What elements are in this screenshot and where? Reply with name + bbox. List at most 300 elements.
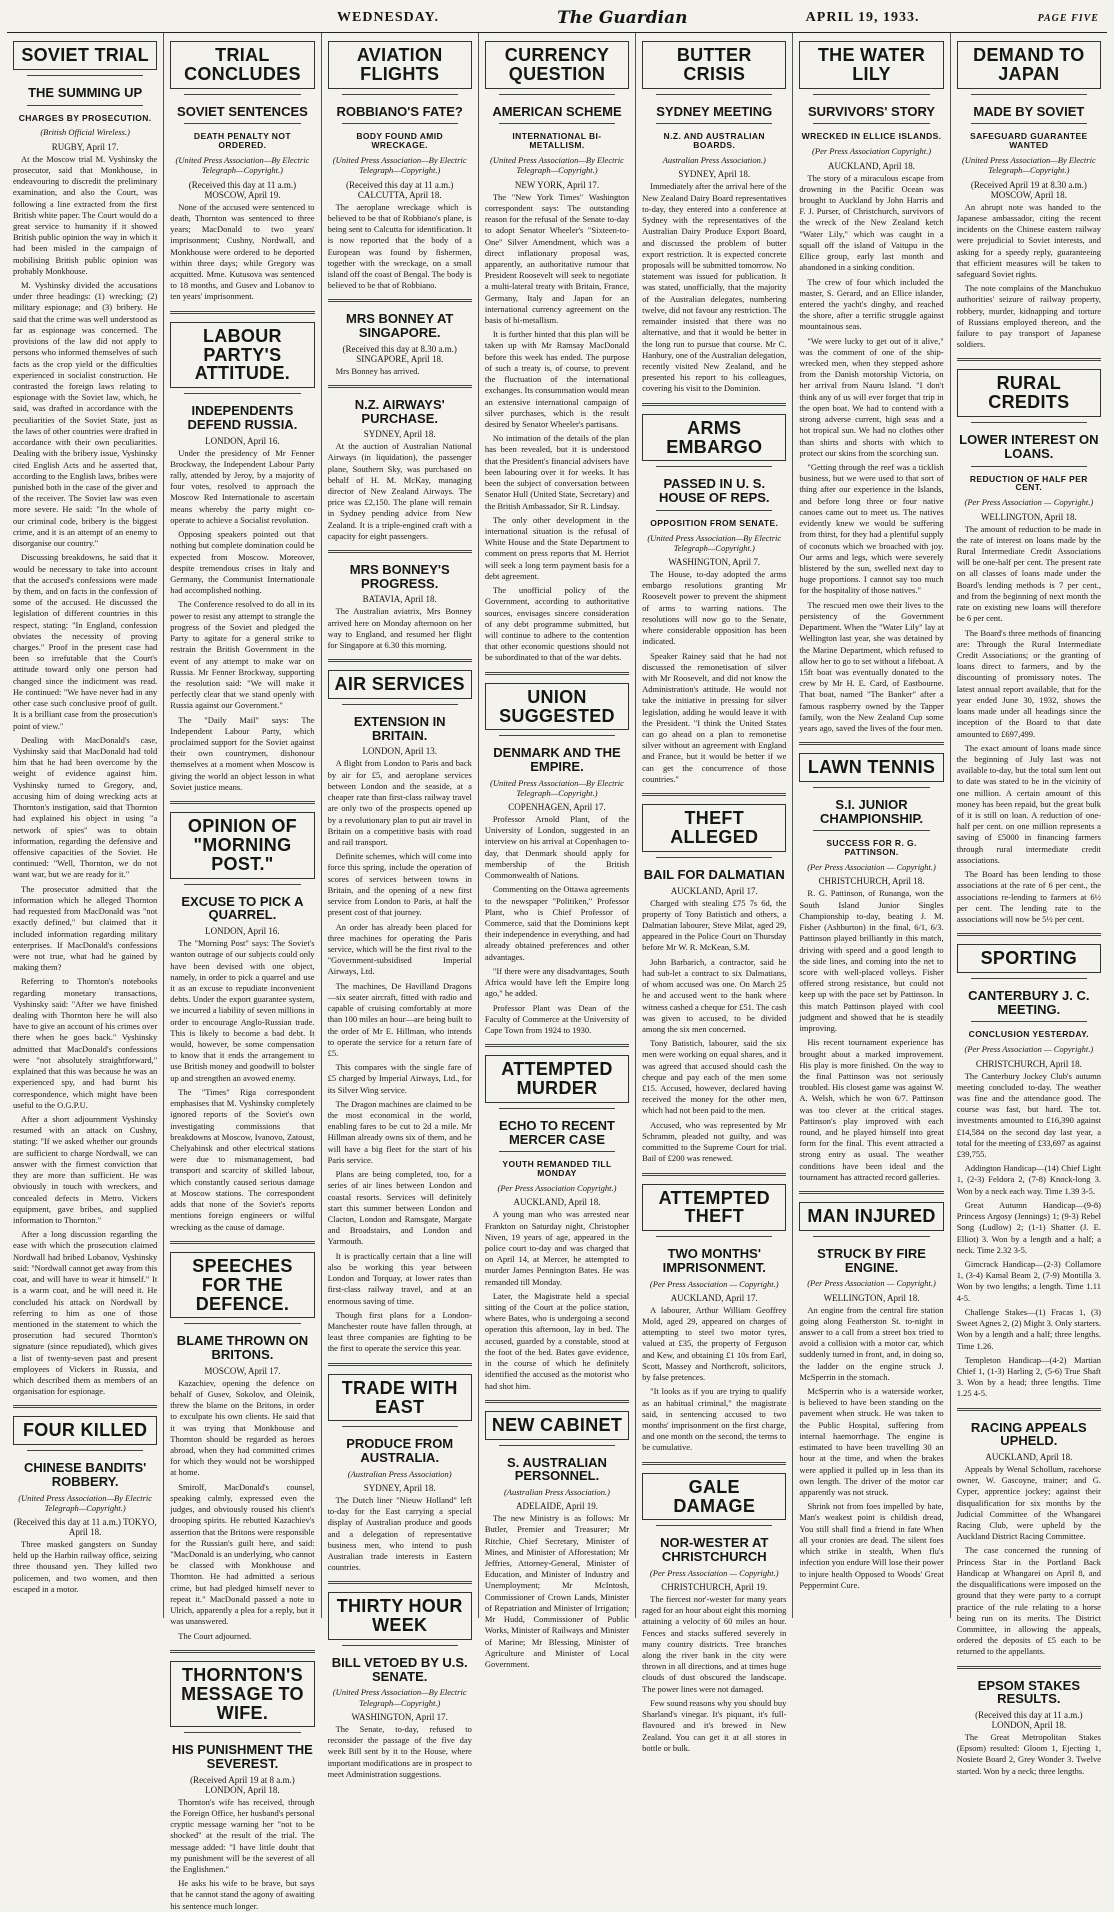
article-paragraph: The unofficial policy of the Government, according to authoritative sources, envisages sincere consideration of any debt programme submitted, but will continue to adhere to the contention that other economic questions should not be subordinated to that of the war debts. bbox=[484, 585, 630, 663]
subheadline: SOVIET SENTENCES bbox=[177, 103, 308, 119]
article-paragraph: "Getting through the reef was a ticklish business, but we were used to that sort of thing after our experience in the Islands, and before long three or four native canoes came out to meet us. The natives evidently knew we would be suffering from thirst, for they had a plentiful supply of coconuts which we broached with joy. Our arms and legs, which were severely blistered by the sun, swelled next day to huge proportions. I cannot say too much for the hospitality of those natives." bbox=[799, 462, 944, 596]
article-paragraph: "We were lucky to get out of it alive," was the comment of one of the ship-wrecked men, when they stepped ashore from the Danish motorship Victoria, on her arrival from Nauru Island. "I don't think any of us will ever forget that trip in the open boat. We had to contend with a strong adverse current, high seas and a hot tropical sun. We had no clothes other than shirts and shorts with which to protect our skins from the scorching sun. bbox=[799, 335, 944, 458]
subheadline: WRECKED IN ELLICE ISLANDS. bbox=[801, 131, 942, 142]
article bbox=[170, 41, 314, 303]
dateline: (Received this day at 11 a.m.) CALCUTTA, April 18. bbox=[346, 179, 454, 200]
article-paragraph: Great Autumn Handicap—(9-8) Princess Argosy (Jennings) 1; (9-3) Rebel Song (Ludlow) 2; (1-1) Shatter (J. E. Elliot) 3. Won by a length and a half; a neck. Time 2.32 3-5. bbox=[956, 1199, 1101, 1255]
headline: UNION SUGGESTED bbox=[485, 683, 629, 731]
article-paragraph: A labourer, Arthur William Geoffrey Mold, aged 29, appeared on charges of attempting to steel two motor tyres, valued at £35, the property of Ferguson and Kew, and obtaining £1 10s from Earl, Scott, Massey and Northcroft, solicitors, by false pretences. bbox=[642, 1304, 787, 1383]
head-rule bbox=[656, 466, 772, 467]
head-rule bbox=[971, 1021, 1087, 1022]
wire-credit: (Per Press Association Copyright.) bbox=[497, 1183, 617, 1194]
article-divider bbox=[13, 1405, 157, 1408]
dateline: CHRISTCHURCH, April 18. bbox=[975, 1058, 1082, 1069]
article bbox=[642, 1462, 786, 1754]
headline: AIR SERVICES bbox=[328, 670, 472, 699]
article-paragraph: Thornton's wife has received, through the Foreign Office, her husband's personal cryptic message warning her "not to be shocked" at the result of the trial. The message added: "I have little doubt that my punishment will be the severest of all the Englishmen." bbox=[170, 1796, 315, 1875]
subheadline: INTERNATIONAL BI-METALLISM. bbox=[512, 131, 602, 151]
article-paragraph: A flight from London to Paris and back by air for £5, and aeroplane services between London and the seaside, at a cheaper rate than first-class railway travel are only two of the prospects opened up by a revolutionary plan to put air travel in Britain on a competitive basis with road and rail transport. bbox=[327, 758, 472, 847]
subheadline: EXCUSE TO PICK A QUARREL. bbox=[181, 893, 304, 923]
wire-credit: (Per Press Association — Copyright.) bbox=[964, 1044, 1094, 1055]
article-divider bbox=[328, 659, 472, 662]
article-divider bbox=[642, 1173, 786, 1176]
wire-credit: (United Press Association—By Electric Telegraph—Copyright.) bbox=[490, 777, 624, 798]
article-paragraph: Shrink not from foes impelled by hate, Man's weakest point is childish dread, You still shall find a friend in fate When all your cronies are dead. The silent foes which strike in stealth, When flu's infection you endure Will lose their power to injure health Opposed to Woods' Great Peppermint Cure. bbox=[799, 1501, 944, 1590]
article bbox=[328, 299, 472, 377]
article-paragraph: Kazachiev, opening the defence on behalf of Gusev, Sokolov, and Oleinik, threw the blame on the Britons, in order to exculpate his own clients. He said that it was trying that Monkhouse and Thornton should be regarded as heroes abroad, when they had committed crimes for which they would not be worshipped at home. bbox=[170, 1377, 315, 1478]
article bbox=[642, 1173, 786, 1454]
article-divider bbox=[328, 385, 472, 388]
headline: ARMS EMBARGO bbox=[642, 414, 786, 462]
head-rule bbox=[656, 510, 772, 511]
dateline: RUGBY, April 17. bbox=[51, 141, 119, 152]
subheadline: SUCCESS FOR R. G. PATTINSON. bbox=[826, 838, 917, 858]
dateline: ADELAIDE, April 19. bbox=[515, 1501, 598, 1512]
dateline: SYDNEY, April 18. bbox=[363, 1482, 436, 1493]
head-rule bbox=[971, 123, 1087, 124]
headline: EPSOM STAKES RESULTS. bbox=[977, 1677, 1080, 1707]
article-paragraph: "If there were any disadvantages, South Africa would have left the Empire long ago," he added. bbox=[484, 965, 630, 999]
article bbox=[328, 1363, 472, 1574]
headline: MAN INJURED bbox=[799, 1202, 943, 1231]
dateline: (Received this day at 8.30 a.m.) SINGAPORE, April 18. bbox=[342, 343, 457, 364]
headline: THE WATER LILY bbox=[799, 41, 943, 89]
subheadline: TWO MONTHS' IMPRISONMENT. bbox=[662, 1246, 766, 1275]
dateline: CHRISTCHURCH, April 18. bbox=[818, 876, 925, 887]
wire-credit: (Per Press Association — Copyright.) bbox=[807, 862, 936, 873]
dateline: (Received this day at 11 a.m.) TOKYO, April 18. bbox=[13, 1517, 157, 1538]
article-paragraph: Commenting on the Ottawa agreements to the newspaper "Politiken," Professor Plant, who is Chief Professor of Commerce, said that the Dominions kept their independence in everything, and had already obtained preferences and other advantages. bbox=[484, 884, 630, 962]
subheadline: YOUTH REMANDED TILL MONDAY bbox=[502, 1159, 612, 1179]
headline: THIRTY HOUR WEEK bbox=[328, 1592, 472, 1640]
article-paragraph: Tony Batistich, labourer, said the six men were working on equal shares, and it was agreed that accused should cash the cheque and pay each of the men some £15. Accused, however, declared having received the money for the other men, which had not been paid to the men. bbox=[642, 1038, 787, 1116]
article-paragraph: None of the accused were sentenced to death, Thornton was sentenced to three years; MacDonald to two years' imprisonment; Cushny, Nordwall, and Monkhouse were ordered to be deported within three days; while Gregory was acquitted. Mme. Kutusova was sentenced to 18 months, and Gusev and Lobanov to ten years' imprisonment. bbox=[170, 201, 315, 302]
head-rule bbox=[184, 123, 300, 124]
article-paragraph: M. Vyshinsky divided the accusations under three headings: (1) wrecking; (2) military espionage; and (3) bribery. He said that the crime was well understood as far as espionage was concerned. The provisions of the law did not apply to persons who informed themselves of such facts as the crop yield or the difficulties experienced in socialist construction. He contrasted the foreign laws relating to espionage with the Soviet law, which, he said, was drafted in accordance with the peculiarities of the Soviet State, just as the laws of other countries were drafted in accordance with their own peculiarities. Dealing with the bribery issue, Vyshinsky cited English Acts and he asserted that, according to the English laws, bribes were punished both in the case of the giver and of the receiver. The Soviet law was even more severe. He said: "In the whole of our criminal code, bribery is the biggest crime, and it is an attempt of an enemy to disorganise our country." bbox=[13, 280, 158, 549]
article-paragraph: Under the presidency of Mr Fenner Brockway, the Independent Labour Party rally, attended by Jeroy, by a majority of four votes, resolved to approach the Moscow Red Internationale to ascertain means whereby the party might co-operate to achieve a Socialist revolution. bbox=[170, 447, 315, 525]
article bbox=[485, 672, 629, 1037]
article-paragraph: The rescued men owe their lives to the persistency of the Government Department. When the "Water Lily" lay at Wellington last year, she was detained by the Marine Department, which refused to allow her to go to set without a lifeboat. A 15ft boat was eventually donated to the crew by Mr H. E. Card, of Eastbourne. That boat, named "The Banker" after a famous raspberry owned by the Tapper family, won the New Zealand Cup some years ago, saved the lives of the four men. bbox=[799, 599, 944, 734]
article bbox=[485, 1400, 629, 1670]
head-rule bbox=[184, 1323, 300, 1324]
wire-credit: (Per Press Association — Copyright.) bbox=[649, 1278, 779, 1289]
subheadline: SAFEGUARD GUARANTEE WANTED bbox=[970, 131, 1088, 151]
article-divider bbox=[957, 358, 1101, 361]
article-divider bbox=[957, 933, 1101, 936]
article-paragraph: The amount of reduction to be made in the rate of interest on loans made by the Rural Intermediate Credit Associations will be one-half per cent. The present rate on all classes of loans made under the Board's lending methods is 7 per cent., and from the beginning of next month the rate on existing new loans will therefore be 6 per cent. bbox=[956, 523, 1101, 624]
subheadline: THE SUMMING UP bbox=[28, 84, 143, 100]
article-paragraph: The crew of four which included the master, S. Gerard, and an Ellice islander, entered the yacht's dinghy, and reached the shore, after a terrific struggle against mountainous seas. bbox=[799, 276, 944, 332]
article bbox=[170, 801, 314, 1233]
article-paragraph: Referring to Thornton's notebooks regarding monetary transactions, Vyshinsky said: "After we have finished dealing with Thornton here he will also have to give an account of his crimes over there when he goes back." Vyshinsky admitted that MacDonald's confessions were "not absolutely straightforward," explained that this was because he was an experienced spy, and had burnt his correspondence, which might have been useful to the O.G.P.U. bbox=[13, 976, 158, 1110]
article-paragraph: Definite schemes, which will come into force this spring, include the operation of scores of services between towns in Britain, and the opening of a new first service from London to Paris, at half the present cost of that journey. bbox=[327, 851, 472, 918]
article-paragraph: No intimation of the details of the plan has been revealed, but it is understood that the President's financial advisers have been labouring over it for weeks. It has been the subject of conversation between Senator Hull (United State, Secretary) and the British Ambassador, Sir R. Lindsay. bbox=[484, 433, 630, 511]
head-rule bbox=[656, 94, 772, 95]
headline: MRS BONNEY AT SINGAPORE. bbox=[346, 311, 454, 341]
subheadline: PRODUCE FROM AUSTRALIA. bbox=[346, 1436, 454, 1466]
article-paragraph: Though first plans for a London-Manchester route have fallen through, at least three companies are fighting to be the first to operate the service this year. bbox=[327, 1309, 472, 1354]
article bbox=[957, 358, 1101, 925]
head-rule bbox=[342, 704, 458, 705]
head-rule bbox=[499, 735, 615, 736]
article-paragraph: The exact amount of loans made since the beginning of July last was not available to-day, but the total sum lent out to date was stated to be in the vicinity of one million. A certain amount of this money has been repaid, but the great bulk of it is still on loan. A reduction of one-half per cent. on one million represents a saving of £5000 in financing farmers through rural intermediate credit associations. bbox=[956, 742, 1101, 865]
wire-credit: (Per Press Association — Copyright.) bbox=[807, 1278, 936, 1289]
article bbox=[485, 41, 629, 664]
article-paragraph: The machines, De Havilland Dragons—six seater aircraft, fitted with radio and capable of cruising comfortably at more than 100 miles an hour—are being built to the order of Mr E. Hillman, who intends to operate the service for a return fare of £5. bbox=[327, 980, 472, 1058]
article-paragraph: The Board's three methods of financing are: Through the Rural Intermediate Credit Associations; or the granting of loans direct to farmers, and by the discounting of promissory notes. The latest annual report available, that for the year ended June 30, 1932, shows the loans made under all headings since the inception of the Board to that date amounted to £697,499. bbox=[956, 627, 1101, 739]
masthead bbox=[7, 4, 1107, 33]
article-divider bbox=[642, 1462, 786, 1465]
subheadline: PASSED IN U. S. HOUSE OF REPS. bbox=[659, 476, 770, 506]
dateline: AUCKLAND, April 18. bbox=[828, 160, 916, 171]
wire-credit: (United Press Association—By Electric Telegraph—Copyright.) bbox=[332, 155, 467, 176]
head-rule bbox=[813, 94, 929, 95]
headline: GALE DAMAGE bbox=[642, 1473, 786, 1521]
article-paragraph: It is practically certain that a line will also be working this year between London and Torquay, at lower rates than first-class railway travel, and at an enormous saving of time. bbox=[327, 1250, 472, 1306]
article-paragraph: Charged with stealing £75 7s 6d, the property of Tony Batistich and others, a Dalmatian labourer, Steve Milat, aged 29, appeared in the Police Court on Thursday before Mr W. R. McKean, S.M. bbox=[642, 897, 787, 953]
news-column bbox=[636, 33, 793, 1753]
subheadline: SURVIVORS' STORY bbox=[807, 103, 936, 119]
masthead-date: APRIL 19, 1933. bbox=[805, 10, 920, 25]
subheadline: CHINESE BANDITS' ROBBERY. bbox=[24, 1460, 147, 1490]
headline: ATTEMPTED MURDER bbox=[485, 1055, 629, 1103]
headline: RACING APPEALS UPHELD. bbox=[970, 1419, 1087, 1449]
article-paragraph: The prosecutor admitted that the information which he alleged Thornton had requested from MacDonald was "not exactly defined," but claimed that it included information regarding military enterprises. If MacDonald's confessions were not true, what had he gained by making them? bbox=[13, 883, 158, 973]
article bbox=[957, 1666, 1101, 1777]
dateline: AUCKLAND, April 18. bbox=[985, 1451, 1073, 1462]
article-paragraph: The aeroplane wreckage which is believed to be that of Robbiano's plane, is being sent to Calcutta for identification. It is now reported that the body of a European was found by fishermen, together with the wreckage, on a small island off the coast of Bengal. The body is believed to be that of Robbiano. bbox=[327, 201, 472, 291]
subheadline: REDUCTION OF HALF PER CENT. bbox=[969, 473, 1088, 493]
newspaper-page bbox=[7, 4, 1107, 1911]
dateline: NEW YORK, April 17. bbox=[514, 179, 600, 190]
head-rule bbox=[499, 123, 615, 124]
article bbox=[328, 41, 472, 291]
article-paragraph: Speaker Rainey said that he had not discussed the remonetisation of silver with Mr Roosevelt, and did not know the Administration's attitude. He would not take the initiative in pressing for silver legislation, adding he would leave it with the President. "I think the United States can go ahead on a plan to remonetise silver without an agreement with England and France, but it would be better if we can get the concurrence of those countries." bbox=[642, 650, 787, 784]
headline: AVIATION FLIGHTS bbox=[328, 41, 472, 89]
subheadline: S. AUSTRALIAN PERSONNEL. bbox=[507, 1454, 607, 1484]
headline: ATTEMPTED THEFT bbox=[642, 1184, 786, 1232]
article-divider bbox=[328, 299, 472, 302]
head-rule bbox=[342, 1645, 458, 1646]
head-rule bbox=[656, 1525, 772, 1526]
headline: LAWN TENNIS bbox=[799, 753, 943, 782]
head-rule bbox=[184, 1732, 300, 1733]
article-paragraph: Three masked gangsters on Sunday held up the Harbin railway office, seizing three thousand yen. They killed two policemen, and two women, and then escaped in a motor. bbox=[13, 1539, 158, 1594]
head-rule bbox=[342, 94, 458, 95]
subheadline: S.I. JUNIOR CHAMPIONSHIP. bbox=[820, 797, 924, 826]
dateline: AUCKLAND, April 17. bbox=[670, 1292, 758, 1303]
article bbox=[328, 1581, 472, 1780]
dateline: WASHINGTON, April 7. bbox=[668, 556, 761, 567]
subheadline: BILL VETOED BY U.S. SENATE. bbox=[331, 1655, 468, 1684]
article-divider bbox=[170, 311, 314, 314]
headline: SPORTING bbox=[957, 944, 1101, 973]
headline: THORNTON'S MESSAGE TO WIFE. bbox=[170, 1661, 314, 1728]
subheadline: DEATH PENALTY NOT ORDERED. bbox=[193, 131, 291, 151]
article-paragraph: An order has already been placed for three machines for operating the Paris service, which will be the first rival to the "Government-subsidised Imperial Airways, Ltd. bbox=[327, 921, 472, 977]
article-paragraph: The Dragon machines are claimed to be the most economical in the world, enabling fares to be cut to 2d a mile. Mr Hillman already owns six of them, and he will have a big fleet for the start of his Paris service. bbox=[327, 1098, 472, 1165]
article bbox=[170, 1241, 314, 1642]
head-rule bbox=[971, 466, 1087, 467]
subheadline: HIS PUNISHMENT THE SEVEREST. bbox=[172, 1742, 313, 1772]
article-divider bbox=[485, 672, 629, 675]
article-paragraph: At the auction of Australian National Airways (in liquidation), the passenger plane, Southern Sky, was purchased on behalf of H. M. McKay, managing director of New Zealand Airways. The price was £2,150. The plane will remain in Sydney pending advice from New Zealand. It is a triple-engined craft with a capacity for eight passengers. bbox=[327, 441, 472, 541]
article-paragraph: Later, the Magistrate held a special sitting of the Court at the police station, where Bates, who is undergoing a second operation this afternoon, lay in bed. The accused, guarded by a constable, stood at the foot of the bed. Bates gave evidence, in the course of which he definitely identified the accused as the motorist who had shot him. bbox=[484, 1290, 630, 1391]
article bbox=[642, 41, 786, 395]
article-paragraph: Smirolf, MacDonald's counsel, speaking calmly, expressed even the judges, and obviously roused his client's drooping spirits. He rebutted Kazachiev's assertion that the Britons were responsible for the Russian's guilt here, and said: "MacDonald is an underlying, who cannot be classed with Monkhouse and Thornton. He had admitted a serious crime, but had pledged himself never to repeat it." MacDonald passed a note to Ulrich, apparently a plea for a reply, but it was unanswered. bbox=[170, 1481, 315, 1627]
dateline: LONDON, April 16. bbox=[205, 926, 280, 937]
article-paragraph: The Great Metropolitan Stakes (Epsom) resulted: Gloom 1, Ejecting 1, Nosiete Board 2, Grey Wonder 3. Twelve started. Won by a neck; three lengths. bbox=[956, 1731, 1101, 1776]
article-paragraph: The "New York Times" Washington correspondent says: The outstanding reason for the refusal of the Senate to-day to adopt Senator Wheeler's "Sixteen-to-One" Silver Amendment, which was a direct inflationary proposal was, apparently, an authoritative rumour that President Roosevelt will seek to negotiate a multi-lateral treaty with Britain, France, Germany, Italy and Japan for an international currency agreement on the basis of bi-metallism. bbox=[484, 191, 630, 326]
subheadline: N.Z. AND AUSTRALIAN BOARDS. bbox=[663, 131, 765, 151]
article-paragraph: The case concerned the running of Princess Star in the Portland Back Handicap at Whangarei on April 8, and the disqualifications were imposed on the ground that they were party to a corrupt practice of the rule relating to a horse being run on its merits. The District Committee, in allowing the appeals, ordered the deposits of £5 each to be returned to the appellants. bbox=[956, 1545, 1101, 1657]
dateline: WELLINGTON, April 18. bbox=[980, 511, 1077, 522]
head-rule bbox=[813, 123, 929, 124]
article bbox=[642, 403, 786, 786]
dateline: LONDON, April 13. bbox=[362, 746, 437, 757]
article bbox=[642, 793, 786, 1164]
article-paragraph: Dealing with MacDonald's case, Vyshinsky said that MacDonald had told him that he had been overcome by the weight of evidence against him. Vyshinsky turned to Gregory, and, accusing him of doing wrecking acts at Thornton's instigation, said that Thornton had explained his object in using "a network of spies" was to obtain information, regarding the defensive and offensive capacities of the Soviet. He continued: "Well, Thornton, we do not want war, but we are ready for it." bbox=[13, 734, 158, 880]
article bbox=[957, 41, 1101, 350]
article bbox=[957, 1408, 1101, 1658]
wire-credit: (United Press Association—By Electric Telegraph—Copyright.) bbox=[332, 1687, 467, 1708]
dateline: WASHINGTON, April 17. bbox=[351, 1711, 448, 1722]
head-rule bbox=[813, 830, 929, 831]
article-paragraph: The "Times" Riga correspondent emphasises that M. Vyshinsky completely ignored reports of the Soviet's own investigating commissions that breakdowns at Moscow, Ivanovo, Zatoust, Chelyabinsk and other electrical stations were due to mismanagement, bad transport and scarcity of skilled labour, which constantly caused serious damage at Moscow stations. The correspondent adds that none of the Soviet's reports mentions foreign engineers or wilful wrecking as the cause of damage. bbox=[170, 1086, 315, 1232]
head-rule bbox=[813, 1236, 929, 1237]
news-column bbox=[951, 33, 1107, 1776]
article-divider bbox=[170, 1241, 314, 1244]
dateline: CHRISTCHURCH, April 19. bbox=[661, 1581, 768, 1592]
article-paragraph: Opposing speakers pointed out that nothing but complete domination could be expected from Moscow. Moreover, despite tremendous crises in Italy and Germany, the Communist Internationale had accomplished nothing. bbox=[170, 529, 315, 596]
article-paragraph: The fiercest nor'-wester for many years raged for an hour about eight this morning attaining a velocity of 60 miles an hour. Fences and stacks suffered severely in many country districts. Tree branches along the river bank in the city were thrown in all directions, and at times huge clouds of dust obscured the landscape. The power lines were not damaged. bbox=[642, 1593, 787, 1694]
head-rule bbox=[656, 857, 772, 858]
head-rule bbox=[184, 884, 300, 885]
article-paragraph: "It looks as if you are trying to qualify as an habitual criminal," the magistrate said, in sentencing accused to two months' imprisonment on the first charge, and one month on the second, the terms to be cumulative. bbox=[642, 1386, 787, 1453]
head-rule bbox=[971, 978, 1087, 979]
dateline: AUCKLAND, April 18. bbox=[513, 1197, 601, 1208]
article bbox=[328, 385, 472, 542]
head-rule bbox=[342, 1426, 458, 1427]
article bbox=[13, 1405, 157, 1595]
column-container bbox=[7, 33, 1107, 1911]
article-paragraph: An engine from the central fire station going along Featherston St. to-night in answer to a call from a street box tried to avoid a collision with a motor car, which suddenly turned in front, and, in doing so, the ladder on the engine struck J. McSperrin in the stomach. bbox=[799, 1304, 944, 1382]
article-paragraph: John Barbarich, a contractor, said he had sub-let a contract to six Dalmatians, of whom accused was one. On March 25 he and accused went to the bank where witness cashed a cheque for £51. The cash was given to accused, to be divided among the six men concerned. bbox=[642, 956, 787, 1034]
article-paragraph: After a short adjournment Vyshinsky resumed with an attack on Cushny, stating: "If we asked whether our grounds are sufficient to charge Nordwall, we can answer with the firmest conviction that they are more than sufficient. He was obviously in touch with wreckers, and concealed defects in Metro. Vickers equipment, gave bribes, and supplied information to Thornton." bbox=[13, 1114, 158, 1225]
headline: SOVIET TRIAL bbox=[13, 41, 157, 70]
subheadline: BAIL FOR DALMATIAN bbox=[643, 866, 785, 882]
head-rule bbox=[971, 94, 1087, 95]
wire-credit: (Australian Press Association) bbox=[347, 1468, 452, 1479]
subheadline: CONCLUSION YESTERDAY. bbox=[968, 1029, 1089, 1040]
article bbox=[170, 1650, 314, 1912]
headline: N.Z. AIRWAYS' PURCHASE. bbox=[354, 396, 445, 426]
article-paragraph: His recent tournament experience has brought about a marked improvement. His play is more finished. On the way to the final Pattinson was not seriously troubled. His closest game was against W. A. Welsh, which he won 6/7. Pattinson was too clever at the critical stages. Pattinson's play improved with each round, and he played himself into great form for the final. This event attracted a strong entry as usual. The weather conditions have been ideal and the tournament has attracted record galleries. bbox=[799, 1037, 944, 1182]
article-divider bbox=[328, 1581, 472, 1584]
wire-credit: (United Press Association—By Electric Telegraph—Copyright.) bbox=[490, 155, 624, 176]
article-paragraph: Plans are being completed, too, for a series of air lines between London and coastal resorts. Services will definitely start this summer between London and Clacton, London and Ramsgate, Margate and Broadstairs, and London and Yarmouth. bbox=[327, 1169, 472, 1247]
article-paragraph: Few sound reasons why you should buy Sharland's vinegar. It's piquant, it's full-flavoured and it's brewed in New Zealand. You can get it at all stores in bottle or bulk. bbox=[642, 1697, 787, 1753]
article-paragraph: The "Daily Mail" says: The Independent Labour Party, which proclaimed support for the Soviet against their own countrymen, dishonour themselves at a moment when Moscow is giving the world an object lesson in what Soviet justice means. bbox=[170, 714, 315, 792]
headline: TRADE WITH EAST bbox=[328, 1374, 472, 1422]
headline: RURAL CREDITS bbox=[957, 369, 1101, 417]
head-rule bbox=[184, 393, 300, 394]
subheadline: CANTERBURY J. C. MEETING. bbox=[968, 988, 1090, 1017]
article-paragraph: It is further hinted that this plan will be taken up with Mr Ramsay MacDonald before this week has ended. The purpose of such a treaty is, of course, to prevent the fluctuation of the international exchanges. Its consummation would mean an extensive international campaign of silver purchases, which is the result desired by Senator Wheeler's partisans. bbox=[484, 329, 630, 430]
article-paragraph: Mrs Bonney has arrived. bbox=[335, 365, 420, 376]
head-rule bbox=[499, 1108, 615, 1109]
dateline: SYDNEY, April 18. bbox=[363, 429, 436, 440]
head-rule bbox=[342, 123, 458, 124]
article-paragraph: Templeton Handicap—(4-2) Martian Chief 1, (1-3) Harling 2, (5-6) True Shaft 3. Won by a head; three lengths. Time 1.25 4-5. bbox=[956, 1354, 1101, 1399]
headline: CURRENCY QUESTION bbox=[485, 41, 629, 89]
masthead-page-number: PAGE FIVE bbox=[1037, 12, 1099, 24]
wire-credit: (Australian Press Association.) bbox=[503, 1486, 610, 1497]
subheadline: AMERICAN SCHEME bbox=[492, 103, 622, 119]
article-divider bbox=[328, 1363, 472, 1366]
article bbox=[328, 659, 472, 1354]
head-rule bbox=[27, 105, 143, 106]
article-divider bbox=[170, 1650, 314, 1653]
article-paragraph: At the Moscow trial M. Vyshinsky the prosecutor, said that Monkhouse, in endeavouring to discredit the preliminary examination, and also the Court, was following a line extracted from the first British white paper. The Court would do a great service to humanity if it showed British public opinion the way in which it had been misled in the campaign of mobilising British public opinion was probably Monkhouse. bbox=[13, 153, 158, 276]
article-paragraph: This compares with the single fare of £5 charged by Imperial Airways, Ltd., for its Silver Wing service. bbox=[327, 1062, 472, 1095]
subheadline: CHARGES BY PROSECUTION. bbox=[18, 112, 152, 123]
wire-credit: (Per Press Association — Copyright.) bbox=[964, 497, 1094, 508]
article-paragraph: Professor Plant was Dean of the Faculty of Commerce at the University of Cape Town from 1924 to 1930. bbox=[484, 1002, 630, 1035]
subheadline: ECHO TO RECENT MERCER CASE bbox=[498, 1117, 616, 1147]
subheadline: INDEPENDENTS DEFEND RUSSIA. bbox=[187, 403, 298, 432]
article-paragraph: McSperrin who is a waterside worker, is believed to have been standing on the pavement when struck. He was taken to the Public Hospital, suffering from internal haemorrhage. The engine is estimated to have been travelling 30 an hour at the time, and when the brakes were applied it pulled up in less than its own length. The driver of the motor car apparently was not struck. bbox=[799, 1386, 944, 1497]
article-paragraph: The note complains of the Manchukuo authorities' seizure of railway property, robbery, murder, kidnapping and torture of Russians employed thereon, and the failure to pay transport of Japanese soldiers. bbox=[956, 283, 1101, 350]
head-rule bbox=[656, 123, 772, 124]
article-paragraph: The Dutch liner "Nieuw Holland" left to-day for the East carrying a special display of Australian produce and goods and a delegation of representative business men, who intend to push Australian trade interests in Eastern countries. bbox=[327, 1494, 472, 1573]
article-paragraph: The Senate, to-day, refused to reconsider the passage of the five day week Bill sent by it to the House, where important modifications are in prospect to meet Administration suggestions. bbox=[327, 1723, 472, 1779]
article-paragraph: The Court adjourned. bbox=[178, 1630, 252, 1641]
subheadline: ROBBIANO'S FATE? bbox=[336, 103, 463, 119]
article-paragraph: Gimcrack Handicap—(2-3) Collamore 1, (3-4) Kamal Beam 2, (7-9) Montilla 3. Won by two lengths; a length. Time 1.11 4-5. bbox=[956, 1259, 1101, 1303]
article-paragraph: After a long discussion regarding the ease with which the prosecution claimed Nordwall had bribed Lobanov, Vyshinsky said: "Nordwall cannot get away from this coat, and will have to wear it himself." It is a warm coat, and he will need it. He concluded his attack on Nordwall by referring to him as one of those mentioned in the statement to which the prosecution had secured Thornton's signature (since repudiated), which gives a list of twenty-seven past and present employees of Vickers in Russia, and which described them as members of an organisation for espionage. bbox=[13, 1229, 158, 1397]
article-paragraph: Accused, who was represented by Mr Schramm, pleaded not guilty, and was committed to the Supreme Court for trial. Bail of £200 was renewed. bbox=[642, 1119, 787, 1164]
wire-credit: (Per Press Association — Copyright.) bbox=[649, 1567, 779, 1578]
wire-credit: (Per Press Association Copyright.) bbox=[812, 146, 932, 157]
headline: LABOUR PARTY'S ATTITUDE. bbox=[170, 322, 314, 389]
dateline: LONDON, April 16. bbox=[205, 435, 280, 446]
article-paragraph: The House, to-day adopted the arms embargo resolutions granting Mr Roosevelt power to prevent the shipment of arms to warring nations. The resolutions will now go to the Senate, where considerable opposition has been indicated. bbox=[642, 568, 787, 647]
article-divider bbox=[957, 1408, 1101, 1411]
headline: OPINION OF "MORNING POST." bbox=[170, 812, 314, 879]
headline: THEFT ALLEGED bbox=[642, 804, 786, 852]
headline: MRS BONNEY'S PROGRESS. bbox=[349, 562, 450, 591]
article-paragraph: The story of a miraculous escape from drowning in the Pacific Ocean was brought to Auckland by John Harris and F. J. Purser, of Christchurch, survivors of the wreck of the New Zealand ketch "Water Lily," which was caught in a squall off the island of Vaitupu in the Ellice group, early last month and abandoned in a sinking condition. bbox=[799, 172, 944, 273]
article-paragraph: The "Morning Post" says: The Soviet's wanton outrage of our subjects could only have been devised with one object, namely, in order to pick a quarrel and use it as an excuse to repudiate inconvenient debts. Under the export guarantee system, we incurred a liability of seven millions in order to encourage Anglo-Russian trade. This is likely to become a bad debt. It would, however, be some compensation to know that it ends the arrangement to use British money and goodwill to bolster up and strengthen an avowed enemy. bbox=[170, 938, 315, 1083]
article-divider bbox=[328, 550, 472, 553]
article-paragraph: The Australian aviatrix, Mrs Bonney arrived here on Monday afternoon on her way to England, and resumed her flight for Singapore at 6.30 this morning. bbox=[327, 606, 472, 651]
article bbox=[328, 550, 472, 651]
article-divider bbox=[799, 742, 943, 745]
news-column bbox=[7, 33, 164, 1618]
head-rule bbox=[499, 1151, 615, 1152]
article-paragraph: The new Ministry is as follows: Mr Butler, Premier and Treasurer; Mr Ritchie, Chief Secretary, Minister of Mines, and Minister of Afforestation; Mr Jeffries, Attorney-General, Minister of Education, and Minister of Industry and Unemployment; Mr McIntosh, Commissioner of Crown Lands, Minister of Repatriation and Minister of Irrigation; Mr Hudd, Commissioner of Public Works, Minister of Railways and Minister of Marine; Mr Blessing, Minister of Agriculture and Minister of Local Government. bbox=[484, 1513, 630, 1669]
article-divider bbox=[170, 801, 314, 804]
headline: FOUR KILLED bbox=[13, 1416, 157, 1445]
news-column bbox=[479, 33, 636, 1669]
dateline: WELLINGTON, April 18. bbox=[823, 1292, 920, 1303]
wire-credit: (British Official Wireless.) bbox=[40, 127, 130, 138]
wire-credit: (United Press Association—By Electric Telegraph—Copyright.) bbox=[175, 155, 310, 176]
article-paragraph: Immediately after the arrival here of the New Zealand Dairy Board representatives to-day, they entered into a conference at Sydney with the representatives of the Australian Dairy Produce Export Board, and discussed the problem of butter export restriction. It is expected concrete proposals will be submitted tomorrow. No statement was issued for publication. It was stated, unofficially, that the majority of the Australian delegates, numbering twelve, did not favour any restriction. The remainder insisted that there was no alternative, and that it would be better in the long run to pursue that course. Mr C. Hanbury, one of the Australian delegation, recently visited New Zealand, and he presented his report to his colleagues, covering his visit to the Dominion. bbox=[642, 181, 787, 394]
article-paragraph: The Board has been lending to those associations at the rate of 6 per cent., the associations re-lending to farmers at 6½ per cent. The lending rate to the associations will now be 5½ per cent. bbox=[956, 869, 1101, 925]
subheadline: DENMARK AND THE EMPIRE. bbox=[493, 745, 621, 775]
subheadline: BLAME THROWN ON BRITONS. bbox=[176, 1333, 309, 1363]
article bbox=[13, 41, 157, 1397]
dateline: AUCKLAND, April 17. bbox=[670, 885, 758, 896]
wire-credit: (United Press Association—By Electric Telegraph—Copyright.) bbox=[961, 155, 1096, 176]
article-divider bbox=[485, 1044, 629, 1047]
dateline: BATAVIA, April 18. bbox=[362, 594, 437, 605]
headline: TRIAL CONCLUDES bbox=[170, 41, 314, 89]
head-rule bbox=[27, 1450, 143, 1451]
article-divider bbox=[957, 1666, 1101, 1669]
article bbox=[799, 41, 943, 734]
article bbox=[170, 311, 314, 794]
article-paragraph: An abrupt note was handed to the Japanese ambassador, citing the recent incidents on the Chinese eastern railway were prejudicial to Soviet interests, and asking for a speedy reply, guaranteeing that efficient measures will be taken to safeguard Soviet rights. bbox=[956, 201, 1101, 279]
head-rule bbox=[499, 1445, 615, 1446]
wire-credit: Australian Press Association.) bbox=[662, 155, 766, 166]
article-paragraph: The Canterbury Jockey Club's autumn meeting concluded to-day. The weather was fine and the attendance good. The course was fast, but hard. The tot. investments amounted to £16,390 against £14,584 on the second day last year, a total for the meeting of £33,697 as against £39,755. bbox=[956, 1070, 1101, 1160]
article-divider bbox=[799, 1191, 943, 1194]
dateline: (Received April 19 at 8.30 a.m.) MOSCOW, April 18. bbox=[970, 179, 1087, 200]
head-rule bbox=[27, 75, 143, 76]
news-column bbox=[164, 33, 321, 1911]
head-rule bbox=[971, 422, 1087, 423]
masthead-paper-name: The Guardian bbox=[557, 8, 688, 28]
dateline: COPENHAGEN, April 17. bbox=[508, 802, 606, 813]
subheadline: NOR-WESTER AT CHRISTCHURCH bbox=[660, 1535, 769, 1565]
dateline: (Received April 19 at 8 a.m.) LONDON, April 18. bbox=[190, 1774, 295, 1795]
headline: NEW CABINET bbox=[485, 1411, 629, 1440]
article bbox=[485, 1044, 629, 1392]
subheadline: OPPOSITION FROM SENATE. bbox=[650, 517, 779, 528]
article-paragraph: Appeals by Wenal Schollum, racehorse owner, W. Gascoyne, trainer; and G. Cyper, apprentice jockey; against their disqualification for six months by the Judicial Committee of the Whangarei Racing Club, were upheld by the Auckland District Racing Committee. bbox=[956, 1463, 1101, 1542]
article-paragraph: Professor Arnold Plant, of the University of London, suggested in an interview on his arrival at Copenhagen to-day, that Denmark should apply for membership of the British Commonwealth of Nations. bbox=[484, 814, 630, 881]
article-divider bbox=[485, 1400, 629, 1403]
head-rule bbox=[813, 787, 929, 788]
wire-credit: (United Press Association—By Electric Telegraph—Copyright.) bbox=[647, 532, 782, 553]
article bbox=[799, 742, 943, 1183]
subheadline: EXTENSION IN BRITAIN. bbox=[353, 714, 446, 743]
dateline: SYDNEY, April 18. bbox=[678, 169, 751, 180]
news-column bbox=[322, 33, 479, 1779]
headline: BUTTER CRISIS bbox=[642, 41, 786, 89]
subheadline: BODY FOUND AMID WRECKAGE. bbox=[356, 131, 444, 151]
article bbox=[957, 933, 1101, 1399]
article-paragraph: Addington Handicap—(14) Chief Light 1, (2-3) Feldora 2, (7-8) Knock-long 3. Won by a neck each way. Time 1.39 3-5. bbox=[956, 1163, 1101, 1196]
article-divider bbox=[642, 403, 786, 406]
subheadline: MADE BY SOVIET bbox=[973, 103, 1085, 119]
news-column bbox=[793, 33, 950, 1618]
dateline: (Received this day at 11 a.m.) MOSCOW, April 19. bbox=[188, 179, 297, 200]
masthead-day: WEDNESDAY. bbox=[337, 10, 439, 25]
article-paragraph: The Conference resolved to do all in its power to resist any attempt to strangle the progress of the Soviet and pledged the Party to agitate for a general strike to restrain the British Government in the event of any attempt to make war on Russia. Mr Fenner Brockway, supporting the resolution said: "We will make it perfectly clear that we stand openly with Russia against our Government." bbox=[170, 599, 315, 711]
dateline: MOSCOW, April 17. bbox=[204, 1365, 281, 1376]
subheadline: LOWER INTEREST ON LOANS. bbox=[959, 432, 1099, 461]
subheadline: SYDNEY MEETING bbox=[656, 103, 773, 119]
article-paragraph: He asks his wife to be brave, but says that he cannot stand the agony of awaiting his sentence much longer. bbox=[170, 1878, 315, 1911]
head-rule bbox=[184, 94, 300, 95]
headline: DEMAND TO JAPAN bbox=[957, 41, 1101, 89]
headline: SPEECHES FOR THE DEFENCE. bbox=[170, 1252, 314, 1319]
article-divider bbox=[642, 793, 786, 796]
